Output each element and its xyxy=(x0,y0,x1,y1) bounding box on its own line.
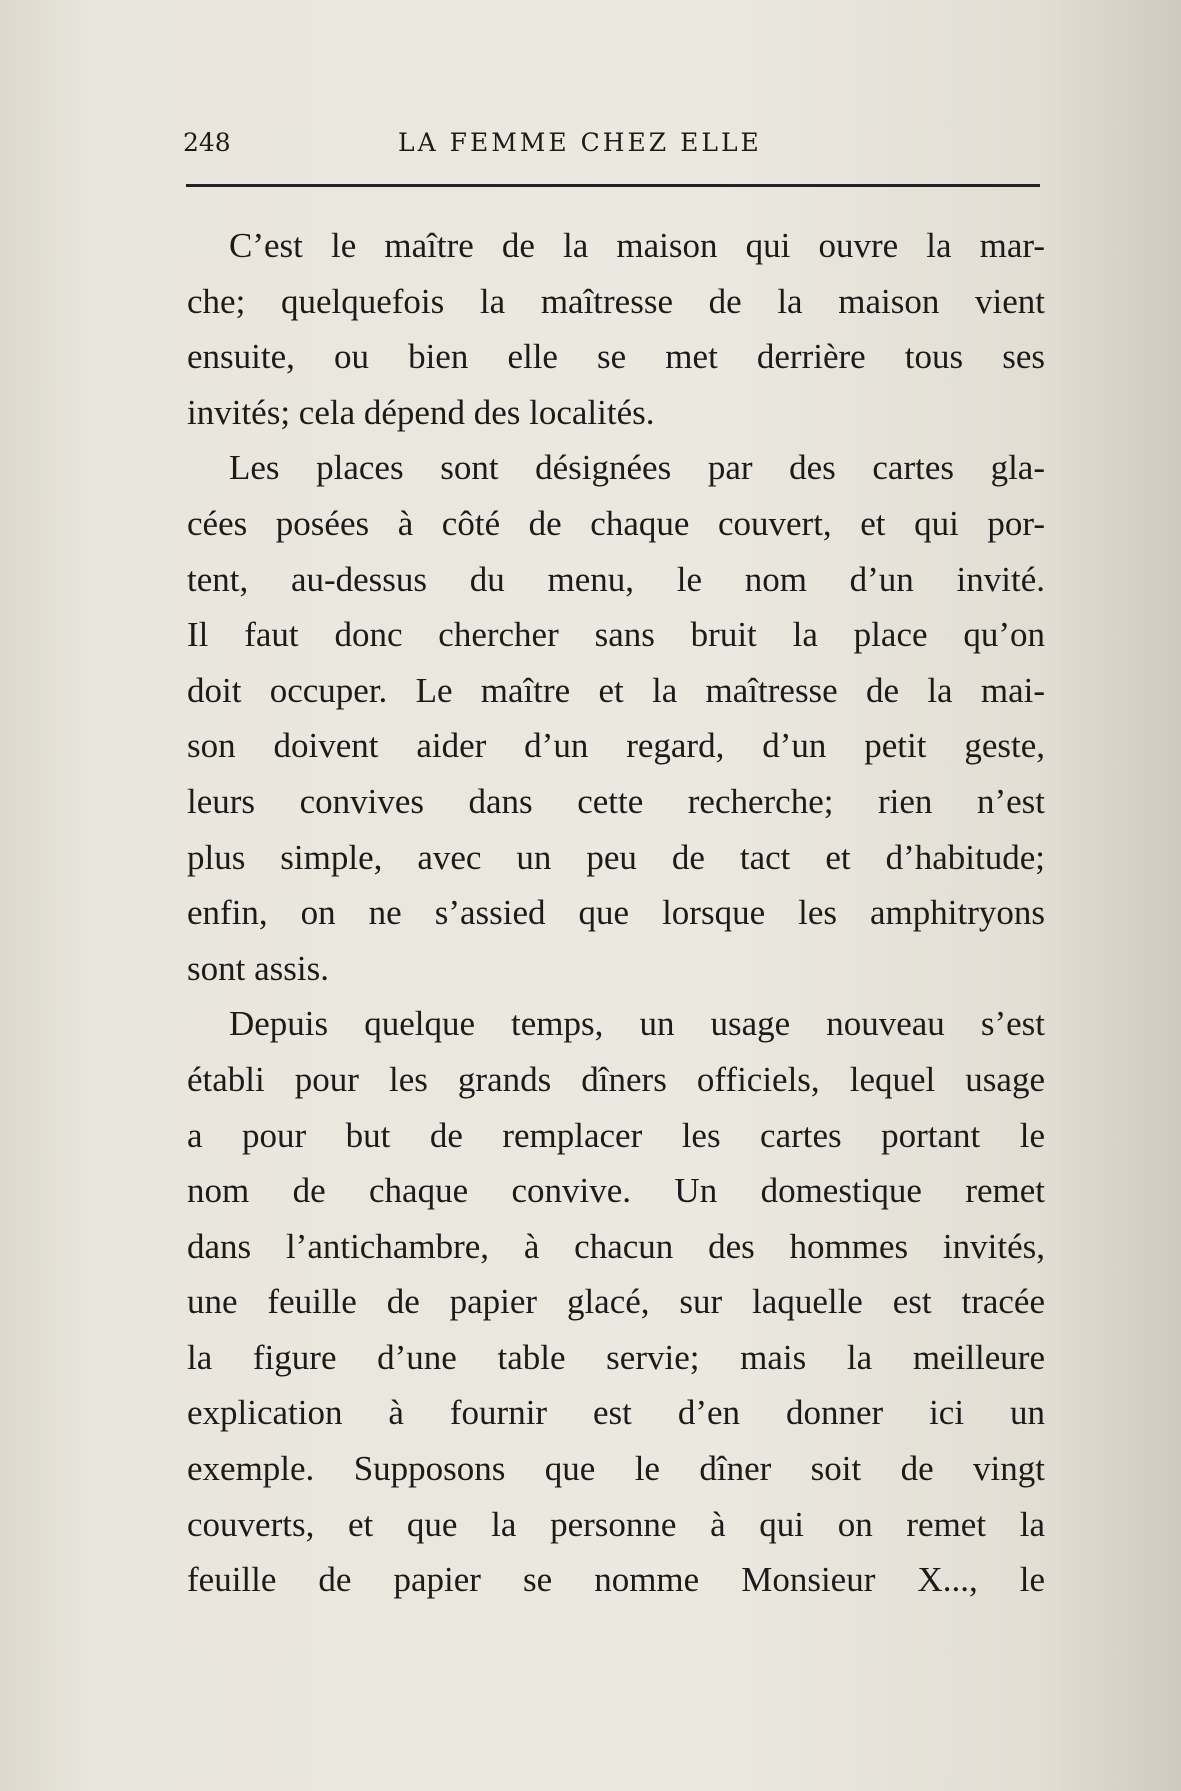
running-header xyxy=(183,128,1045,164)
paragraph xyxy=(187,440,1045,996)
text-line: feuille de papier se nomme Monsieur X..., le xyxy=(187,1560,1045,1600)
text-line: tent, au-dessus du menu, le nom d’un invité. xyxy=(187,559,1045,599)
text-line: leurs convives dans cette recherche; rien n’est xyxy=(187,781,1045,821)
text-line: la figure d’une table servie; mais la meilleure xyxy=(187,1337,1045,1377)
text-line: plus simple, avec un peu de tact et d’habitude; xyxy=(187,837,1045,877)
text-line: Les places sont désignées par des cartes gla- xyxy=(229,448,1045,488)
text-line: Il faut donc chercher sans bruit la place qu’on xyxy=(187,615,1045,655)
text-line: enfin, on ne s’assied que lorsque les amphitryons xyxy=(187,893,1045,933)
text-line: C’est le maître de la maison qui ouvre la mar- xyxy=(229,226,1045,265)
text-line: a pour but de remplacer les cartes portant le xyxy=(187,1115,1045,1155)
header-rule xyxy=(186,184,1040,187)
running-title: LA FEMME CHEZ ELLE xyxy=(398,128,762,157)
text-line: explication à fournir est d’en donner ici un xyxy=(187,1393,1045,1433)
paragraph xyxy=(187,996,1045,1608)
text-line: cées posées à côté de chaque couvert, et qui por- xyxy=(187,503,1045,543)
text-line: doit occuper. Le maître et la maîtresse de la mai- xyxy=(187,670,1045,710)
text-line: dans l’antichambre, à chacun des hommes invités, xyxy=(187,1226,1045,1266)
text-line: établi pour les grands dîners officiels, lequel usage xyxy=(187,1059,1045,1099)
body-text xyxy=(187,218,1045,1608)
text-line: invités; cela dépend des localités. xyxy=(187,392,655,432)
text-line: che; quelquefois la maîtresse de la maison vient xyxy=(187,281,1045,321)
page-number: 248 xyxy=(183,128,231,157)
text-line: une feuille de papier glacé, sur laquelle est tracée xyxy=(187,1282,1045,1322)
text-line: ensuite, ou bien elle se met derrière tous ses xyxy=(187,337,1045,377)
paragraph xyxy=(187,218,1045,440)
text-line: exemple. Supposons que le dîner soit de vingt xyxy=(187,1449,1045,1489)
text-line: son doivent aider d’un regard, d’un petit geste, xyxy=(187,726,1045,766)
text-line: sont assis. xyxy=(187,948,329,988)
text-line: nom de chaque convive. Un domestique remet xyxy=(187,1171,1045,1211)
text-line: couverts, et que la personne à qui on remet la xyxy=(187,1504,1045,1544)
text-line: Depuis quelque temps, un usage nouveau s’est xyxy=(229,1004,1045,1044)
